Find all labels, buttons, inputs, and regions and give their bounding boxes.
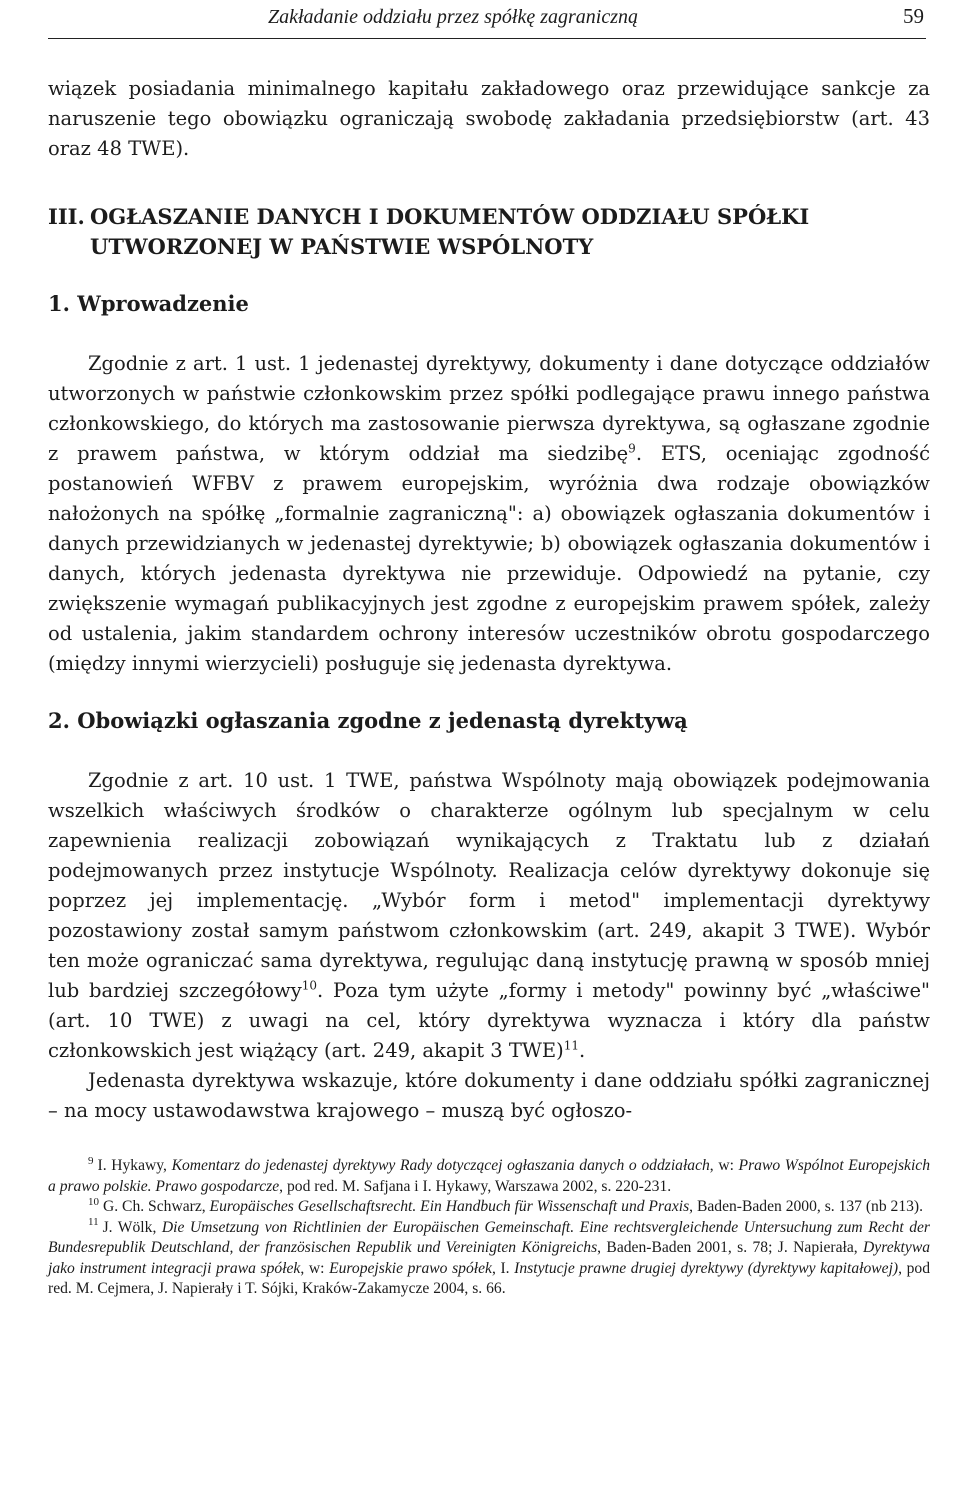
footnote-title: Die Umsetzung von Richtlinien der Europäischen Gemeinschaft. Eine rechtsvergleichende Untersuchung zum Recht der Bundesrepublik Deutschland, der französischen Republik und Vereinigten Königreichs	[48, 1218, 930, 1256]
footnote-text: , pod red. M. Cejmera, J. Napierały i T. Sójki, Kraków-Zakamycze 2004, s. 66.	[48, 1259, 931, 1297]
footnote-text: , I.	[491, 1259, 515, 1277]
running-title: Zakładanie oddziału przez spółkę zagraniczną	[268, 6, 638, 28]
section-heading	[48, 202, 930, 262]
footnote-10	[48, 1197, 930, 1218]
footnote-mark: 11	[88, 1216, 99, 1229]
footnote-text: , Baden-Baden 2000, s. 137 (nb 213).	[689, 1198, 924, 1215]
footnote-title: Instytucje prawne drugiej dyrektywy (dyrektywy kapitałowej)	[514, 1259, 899, 1277]
subsection-heading-2: 2. Obowiązki ogłaszania zgodne z jedenastą dyrektywą	[48, 708, 688, 733]
footnote-title: Dyrektywa jako instrument integracji prawa spółek	[48, 1239, 931, 1277]
section-number: III.	[48, 204, 85, 229]
paragraph-eleventh-directive: Jedenasta dyrektywa wskazuje, które dokumenty i dane oddziału spółki zagranicznej – na mocy ustawodawstwa krajowego – muszą być ogłoszo-	[48, 1069, 930, 1122]
footnote-title: Prawo Wspólnot Europejskich a prawo polskie. Prawo gospodarcze	[48, 1157, 930, 1195]
footnote-title: Europejskie prawo spółek	[329, 1259, 492, 1277]
footnote-title: Komentarz do jedenastej dyrektywy Rady dotyczącej ogłaszania danych o oddziałach	[171, 1157, 710, 1174]
footnote-text: , w:	[300, 1259, 330, 1277]
intro-paragraph: wiązek posiadania minimalnego kapitału zakładowego oraz przewidujące sankcje za naruszenie tego obowiązku ograniczają swobodę zakładania przedsiębiorstw (art. 43 oraz 48 TWE).	[48, 77, 930, 160]
footnote-mark: 10	[88, 1195, 99, 1208]
paragraph-text: . Poza tym użyte „formy i metody" powinny być „właściwe" (art. 10 TWE) z uwagi na cel, który dyrektywa wyznacza i który dla państw członkowskich jest wiążący (art. 249, akapit 3 TWE)	[48, 979, 930, 1062]
footnote-ref: 9	[628, 441, 636, 456]
running-header	[48, 0, 926, 39]
footnote-text: , pod red. M. Safjana i I. Hykawy, Warszawa 2002, s. 220-231.	[279, 1177, 672, 1195]
footnote-title: Europäisches Gesellschaftsrecht. Ein Handbuch für Wissenschaft und Praxis	[209, 1198, 690, 1215]
paragraph-obligations	[48, 766, 930, 1066]
paragraph-text: . ETS, oceniając zgodność postanowień WFBV z prawem europejskim, wyróżnia dwa rodzaje obowiązków nałożonych na spółkę „formalnie zagraniczną": a) obowiązek ogłaszania dokumentów i danych przewidzianych w jedenastej dyrektywie; b) obowiązek ogłaszania dokumentów i danych, których jedenasta dyrektywa nie przewiduje. Odpowiedź na pytanie, czy zwiększenie wymagań publikacyjnych jest zgodne z europejskim prawem spółek, zależy od ustalenia, jakim standardem ochrony interesów uczestników obrotu gospodarczego (między innymi wierzycieli) posługuje się jedenasta dyrektywa.	[48, 442, 930, 675]
footnote-9	[48, 1156, 930, 1197]
paragraph-introduction	[48, 349, 930, 679]
footnote-ref: 10	[301, 978, 318, 993]
footnote-text: , Baden-Baden 2001, s. 78; J. Napierała,	[597, 1239, 864, 1256]
page-number: 59	[903, 4, 924, 28]
footnote-text: J. Wölk,	[102, 1218, 162, 1236]
footnote-text: G. Ch. Schwarz,	[103, 1198, 210, 1215]
subsection-heading-1: 1. Wprowadzenie	[48, 291, 249, 316]
footnotes	[48, 1156, 930, 1300]
paragraph-text: .	[579, 1039, 586, 1062]
footnote-mark: 9	[88, 1154, 94, 1167]
footnote-11	[48, 1218, 930, 1300]
footnote-text: I. Hykawy,	[97, 1157, 172, 1174]
paragraph-text: Zgodnie z art. 1 ust. 1 jedenastej dyrektywy, dokumenty i dane dotyczące oddziałów utworzonych w państwie członkowskim przez spółki podlegające prawu innego państwa członkowskiego, do których ma zastosowanie pierwsza dyrektywa, są ogłaszane zgodnie z prawem państwa, w którym oddział ma siedzibę	[48, 352, 930, 465]
section-title: OGŁASZANIE DANYCH I DOKUMENTÓW ODDZIAŁU SPÓŁKI UTWORZONEJ W PAŃSTWIE WSPÓLNOTY	[90, 204, 810, 259]
footnote-text: , w:	[709, 1157, 739, 1174]
paragraph-text: Zgodnie z art. 10 ust. 1 TWE, państwa Wspólnoty mają obowiązek podejmowania wszelkich właściwych środków o charakterze ogólnym lub specjalnym w celu zapewnienia realizacji zobowiązań wynikających z Traktatu lub z działań podejmowanych przez instytucje Wspólnoty. Realizacja celów dyrektywy dokonuje się poprzez jej implementację. „Wybór form i metod" implementacji dyrektywy pozostawiony został samym państwom członkowskim (art. 249, akapit 3 TWE). Wybór ten może ograniczać sama dyrektywa, regulując daną instytucję prawną w sposób mniej lub bardziej szczegółowy	[48, 769, 930, 1002]
footnote-ref: 11	[563, 1038, 580, 1053]
